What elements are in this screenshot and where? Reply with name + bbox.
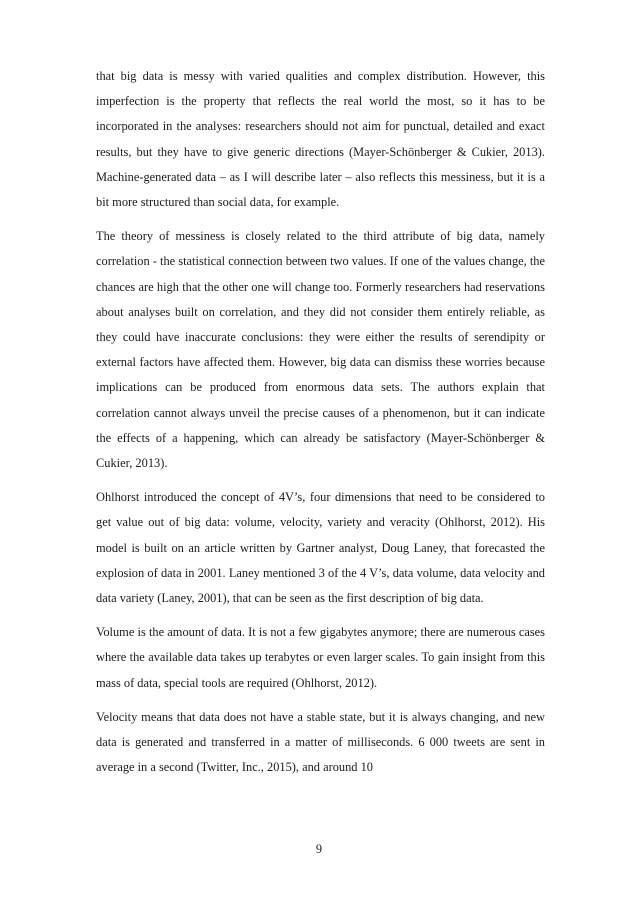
paragraph-velocity: Velocity means that data does not have a stable state, but it is always changing, and new data is generated and transferred in a matter of milliseconds. 6 000 tweets are sent in average in a second (Twitter, Inc., 2015), and around 10 bbox=[96, 709, 545, 775]
paragraph-messiness-continued: that big data is messy with varied qualities and complex distribution. However, this imperfection is the property that reflects the real world the most, so it has to be incorporated in the analyses: researchers should not aim for punctual, detailed and exact results, but they have to give generic directions (Mayer-Schönberger & Cukier, 2013). Machine-generated data – as I will describe later – also reflects this messiness, but it is a bit more structured than social data, for example. bbox=[96, 69, 545, 210]
page-number: 9 bbox=[315, 842, 323, 856]
paragraph-correlation: The theory of messiness is closely related to the third attribute of big data, namely correlation - the statistical connection between two values. If one of the values change, the chances are high that the other one will change too. Formerly researchers had reservations about analyses built on correlation, and they did not consider them entirely reliable, as they could have inaccurate conclusions: they were either the results of serendipity or external factors have affected them. However, big data can dismiss these worries because implications can be produced from enormous data sets. The authors explain that correlation cannot always unveil the precise causes of a phenomenon, but it can indicate the effects of a happening, which can already be satisfactory (Mayer-Schönberger & Cukier, 2013). bbox=[96, 229, 545, 471]
paragraph-4vs: Ohlhorst introduced the concept of 4V’s, four dimensions that need to be considered to get value out of big data: volume, velocity, variety and veracity (Ohlhorst, 2012). His model is built on an article written by Gartner analyst, Doug Laney, that forecasted the explosion of data in 2001. Laney mentioned 3 of the 4 V’s, data volume, data velocity and data variety (Laney, 2001), that can be seen as the first description of big data. bbox=[96, 490, 545, 606]
paragraph-volume: Volume is the amount of data. It is not a few gigabytes anymore; there are numerous cases where the available data takes up terabytes or even larger scales. To gain insight from this mass of data, special tools are required (Ohlhorst, 2012). bbox=[96, 625, 545, 690]
body-text bbox=[96, 64, 545, 789]
